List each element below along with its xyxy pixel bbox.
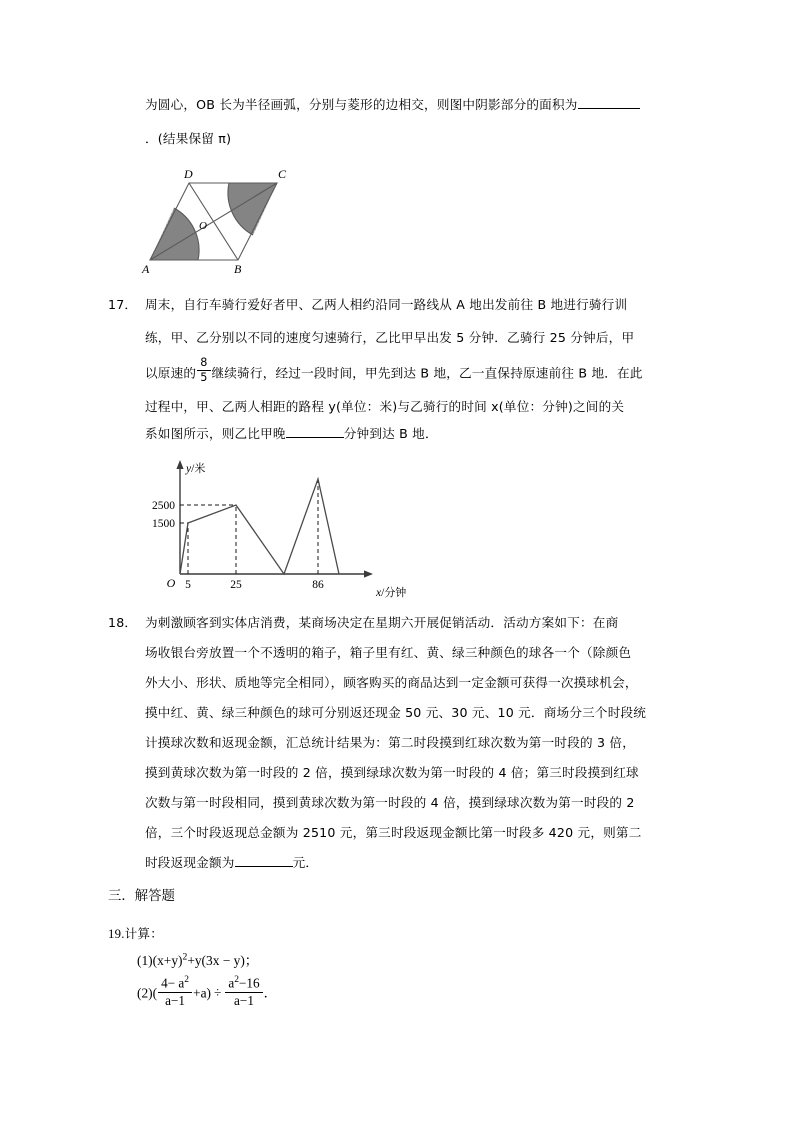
figure-distance-time-chart xyxy=(128,452,418,600)
y-axis-label: y/米 xyxy=(186,462,206,475)
fraction-numerator: 8 xyxy=(197,356,210,371)
q18-line6 xyxy=(145,760,639,787)
frac1-denominator: a−1 xyxy=(165,992,185,1008)
frac2-num-exponent: 2 xyxy=(234,975,239,985)
q18-line5-text: 计摸球次数和返现金额，汇总统计结果为：第二时段摸到红球次数为第一时段的 3 倍， xyxy=(145,735,635,750)
q18-line7 xyxy=(145,790,635,817)
q17-line5-post: 分钟到达 B 地． xyxy=(343,426,438,441)
q18-number xyxy=(108,610,137,637)
q19-item1 xyxy=(137,950,258,969)
y-tick-1500: 1500 xyxy=(152,518,175,530)
q18-line4-text: 摸中红、黄、绿三种颜色的球可分别返还现金 50 元、30 元、10 元．商场分三个时段统 xyxy=(145,705,647,720)
q17-line3-pre: 以原速的 xyxy=(145,365,197,381)
q19-item2-open-paren: ( xyxy=(152,985,158,1001)
q16-line1-text: 为圆心，OB 长为半径画弧，分别与菱形的边相交，则图中阴影部分的面积为 xyxy=(145,97,578,112)
q17-number xyxy=(108,292,137,319)
x-tick-5: 5 xyxy=(185,579,191,591)
q17-line5-pre: 系如图所示，则乙比甲晚 xyxy=(145,426,286,441)
label-o: O xyxy=(199,220,207,232)
q18-line2-text: 场收银台旁放置一个不透明的箱子，箱子里有红、黄、绿三种颜色的球各一个（除颜色 xyxy=(145,645,632,660)
q18-line8 xyxy=(145,820,642,847)
q17-line4-text: 过程中，甲、乙两人相距的路程 y(单位：米)与乙骑行的时间 x(单位：分钟)之间的关 xyxy=(145,399,625,414)
shaded-region-a xyxy=(150,208,199,260)
q18-line4 xyxy=(145,700,646,727)
q19-item1-expr-a: (x+y) xyxy=(152,953,183,968)
q18-line9-post: 元． xyxy=(292,855,319,870)
x-tick-86: 86 xyxy=(312,579,324,591)
origin-label: O xyxy=(166,576,176,590)
q17-line2-text: 练，甲、乙分别以不同的速度匀速骑行，乙比甲早出发 5 分钟．乙骑行 25 分钟后，甲 xyxy=(145,330,635,345)
q19-item2 xyxy=(137,977,277,1011)
q17-line1 xyxy=(145,292,627,319)
q18-line1-text: 为刺激顾客到实体店消费，某商场决定在星期六开展促销活动．活动方案如下：在商 xyxy=(145,615,619,630)
label-b: B xyxy=(234,262,242,275)
q18-answer-blank[interactable] xyxy=(235,855,293,867)
q19-item2-plus-a: +a) xyxy=(193,985,211,1001)
q17-line3-post: 继续骑行，经过一段时间，甲先到达 B 地，乙一直保持原速前往 B 地．在此 xyxy=(211,365,643,381)
x-axis-label: x/分钟 xyxy=(376,586,407,599)
fraction-four-minus-a-squared-over-a-minus-one xyxy=(158,975,192,1009)
section-three-title: 三．解答题 xyxy=(108,889,175,904)
q17-line2 xyxy=(145,325,634,352)
q16-line1 xyxy=(145,92,640,119)
frac1-num-text: 4− a xyxy=(161,975,185,991)
q18-line3 xyxy=(145,670,638,697)
fraction-denominator: 5 xyxy=(200,371,208,385)
rhombus-svg xyxy=(128,163,318,275)
frac1-num-exponent: 2 xyxy=(184,975,190,985)
frac2-numerator xyxy=(225,975,262,993)
q18-line9-pre: 时段返现金额为 xyxy=(145,855,235,870)
q18-number-text: 18． xyxy=(108,615,138,630)
q16-line2 xyxy=(145,126,231,153)
q19-item1-label: (1) xyxy=(137,953,153,968)
frac2-denominator: a−1 xyxy=(234,992,254,1008)
q17-answer-blank[interactable] xyxy=(286,426,344,438)
q19-item2-period: ． xyxy=(263,985,277,1001)
q19-item2-divide-sign: ÷ xyxy=(214,985,222,1001)
label-d: D xyxy=(184,167,193,181)
q18-line2 xyxy=(145,640,631,667)
label-a: A xyxy=(142,262,150,275)
q19-number-text: 19. xyxy=(108,927,125,941)
q17-line3 xyxy=(145,358,643,387)
fraction-a-squared-minus-16-over-a-minus-one xyxy=(225,975,262,1009)
frac1-numerator xyxy=(158,975,192,993)
shaded-region-c xyxy=(228,183,277,235)
q19-item1-expr-b: +y(3x − y)； xyxy=(187,953,259,968)
q18-line1 xyxy=(145,610,618,637)
q19-item2-label: (2) xyxy=(137,985,153,1001)
y-axis-arrow xyxy=(176,460,183,469)
q19-item1-exponent: 2 xyxy=(182,951,188,963)
q18-line6-text: 摸到黄球次数为第一时段的 2 倍，摸到绿球次数为第一时段的 4 倍；第三时段摸到红球 xyxy=(145,765,639,780)
x-axis-arrow xyxy=(364,570,373,577)
section-three-heading xyxy=(108,885,175,904)
q18-line3-text: 外大小、形状、质地等完全相同），顾客购买的商品达到一定金额可获得一次摸球机会， xyxy=(145,675,638,690)
q19-title-text: 计算： xyxy=(124,926,163,941)
chart-svg xyxy=(128,452,418,600)
q18-line5 xyxy=(145,730,635,757)
q17-line5 xyxy=(145,421,438,448)
q17-line1-text: 周末，自行车骑行爱好者甲、乙两人相约沿同一路线从 A 地出发前往 B 地进行骑行训 xyxy=(145,297,628,312)
fraction-eight-fifths xyxy=(197,356,210,385)
q19-header xyxy=(108,921,163,948)
q16-answer-blank[interactable] xyxy=(578,97,640,109)
distance-curve xyxy=(180,479,339,574)
q17-number-text: 17． xyxy=(108,297,138,312)
figure-rhombus xyxy=(128,163,318,275)
q16-line2-text: ．(结果保留 π) xyxy=(145,131,232,146)
q18-line7-text: 次数与第一时段相同，摸到黄球次数为第一时段的 4 倍，摸到绿球次数为第一时段的 2 xyxy=(145,795,635,810)
frac2-num-text: a xyxy=(228,975,235,991)
q18-line8-text: 倍，三个时段返现总金额为 2510 元，第三时段返现金额比第一时段多 420 元，则第二 xyxy=(145,825,642,840)
y-tick-2500: 2500 xyxy=(152,500,175,512)
q18-line9 xyxy=(145,850,318,877)
label-c: C xyxy=(278,167,287,181)
q17-line4 xyxy=(145,394,624,421)
x-tick-25: 25 xyxy=(230,579,242,591)
frac2-num-post: −16 xyxy=(238,975,260,991)
